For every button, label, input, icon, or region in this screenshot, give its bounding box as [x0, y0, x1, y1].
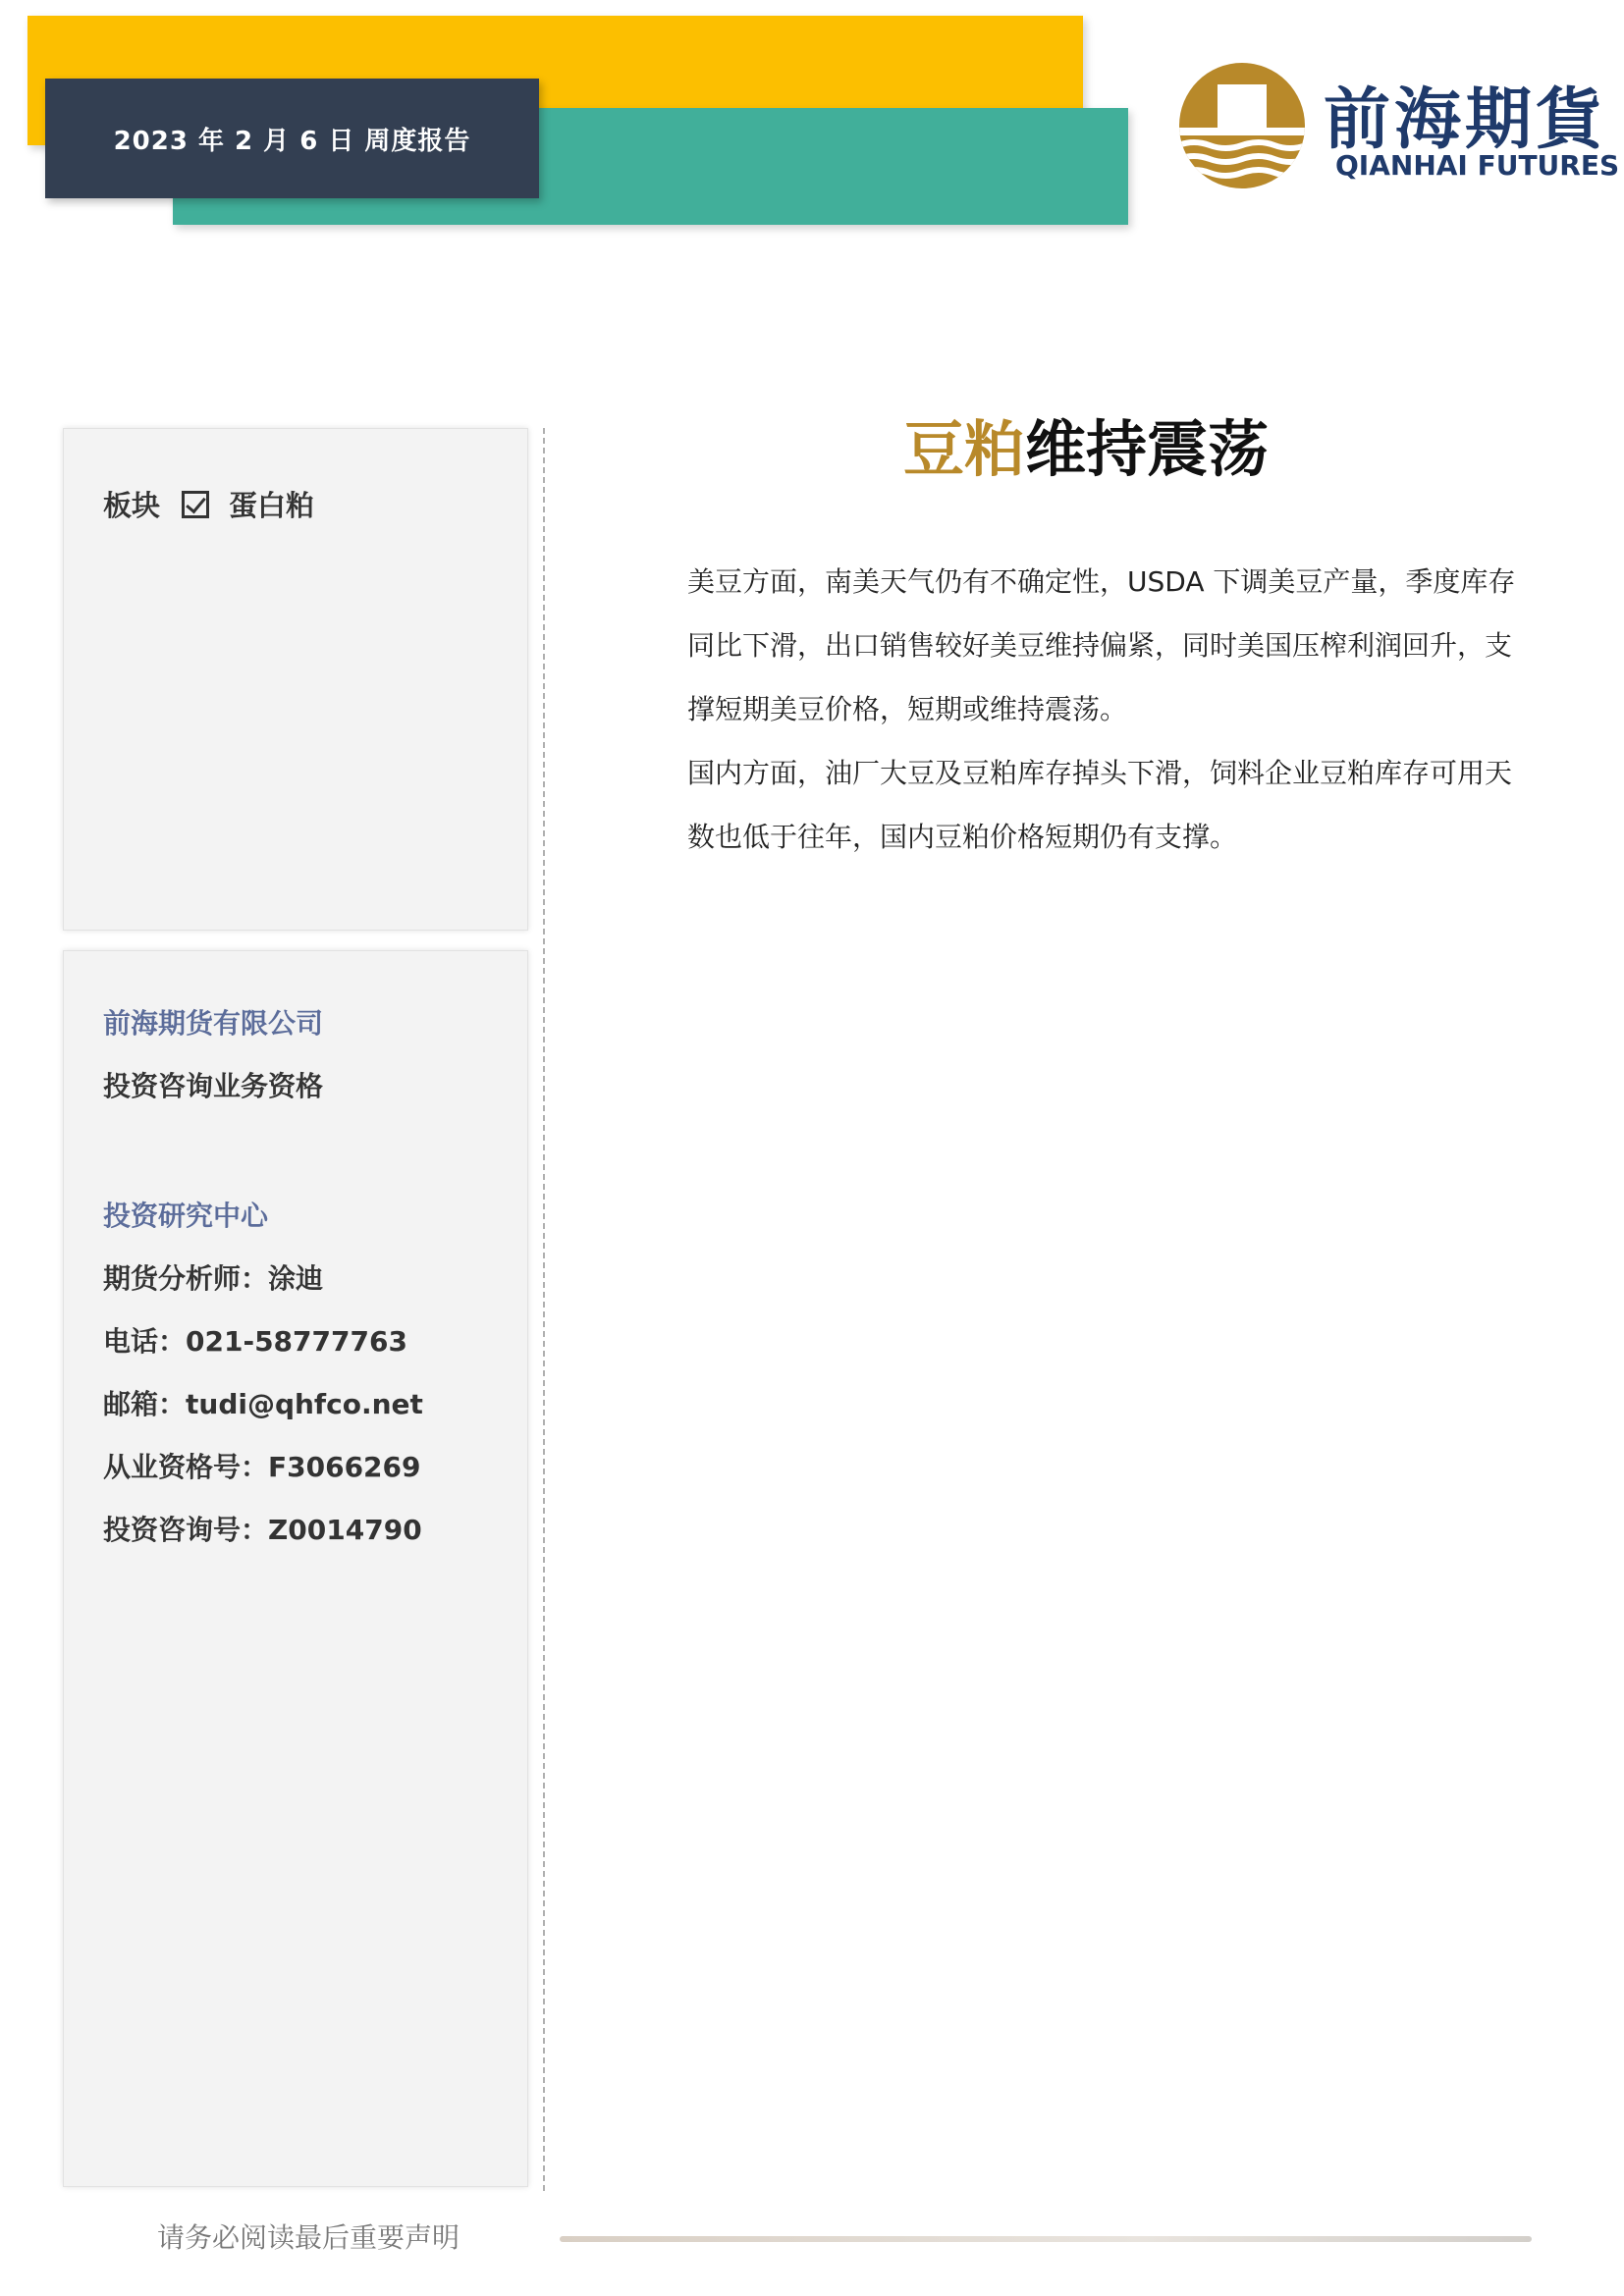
phone: 电话：021-58777763 [103, 1325, 407, 1358]
article-body [687, 550, 1532, 869]
email: 邮箱：tudi@qhfco.net [103, 1388, 423, 1420]
qianhai-logo-icon [1178, 61, 1306, 190]
company-name: 前海期货有限公司 [103, 1007, 324, 1040]
checkbox-checked-icon [182, 491, 209, 518]
analyst-name: 期货分析师：涂迪 [103, 1262, 324, 1295]
sector-value: 蛋白粕 [229, 489, 315, 522]
sector-row [103, 484, 314, 524]
paragraph: 国内方面，油厂大豆及豆粕库存掉头下滑，饲料企业豆粕库存可用天数也低于往年，国内豆粕价格短期仍有支撑。 [687, 757, 1513, 853]
license-number: 从业资格号：F3066269 [103, 1451, 421, 1483]
title-highlight: 豆粕 [903, 413, 1026, 485]
article-title [903, 400, 1269, 488]
paragraph: 美豆方面，南美天气仍有不确定性，USDA 下调美豆产量，季度库存同比下滑，出口销售较好美豆维持偏紧，同时美国压榨利润回升，支撑短期美豆价格，短期或维持震荡。 [687, 565, 1516, 725]
footer-disclaimer-note: 请务必阅读最后重要声明 [157, 2221, 460, 2254]
company-logo [1178, 61, 1620, 190]
footer-line [560, 2236, 1532, 2242]
company-info-panel [63, 950, 528, 2187]
title-rest: 维持震荡 [1025, 413, 1270, 485]
header-date-banner [45, 79, 539, 198]
research-center: 投资研究中心 [103, 1200, 269, 1232]
logo-english-text: QIANHAI FUTURES [1335, 149, 1620, 182]
advisory-number: 投资咨询号：Z0014790 [103, 1514, 422, 1546]
report-date: 2023 年 2 月 6 日 周度报告 [113, 126, 471, 156]
logo-chinese-text: 前海期貨 [1324, 80, 1607, 159]
sector-label: 板块 [103, 489, 161, 522]
vertical-divider [543, 428, 545, 2191]
qualification: 投资咨询业务资格 [103, 1070, 324, 1102]
sector-panel [63, 428, 528, 931]
